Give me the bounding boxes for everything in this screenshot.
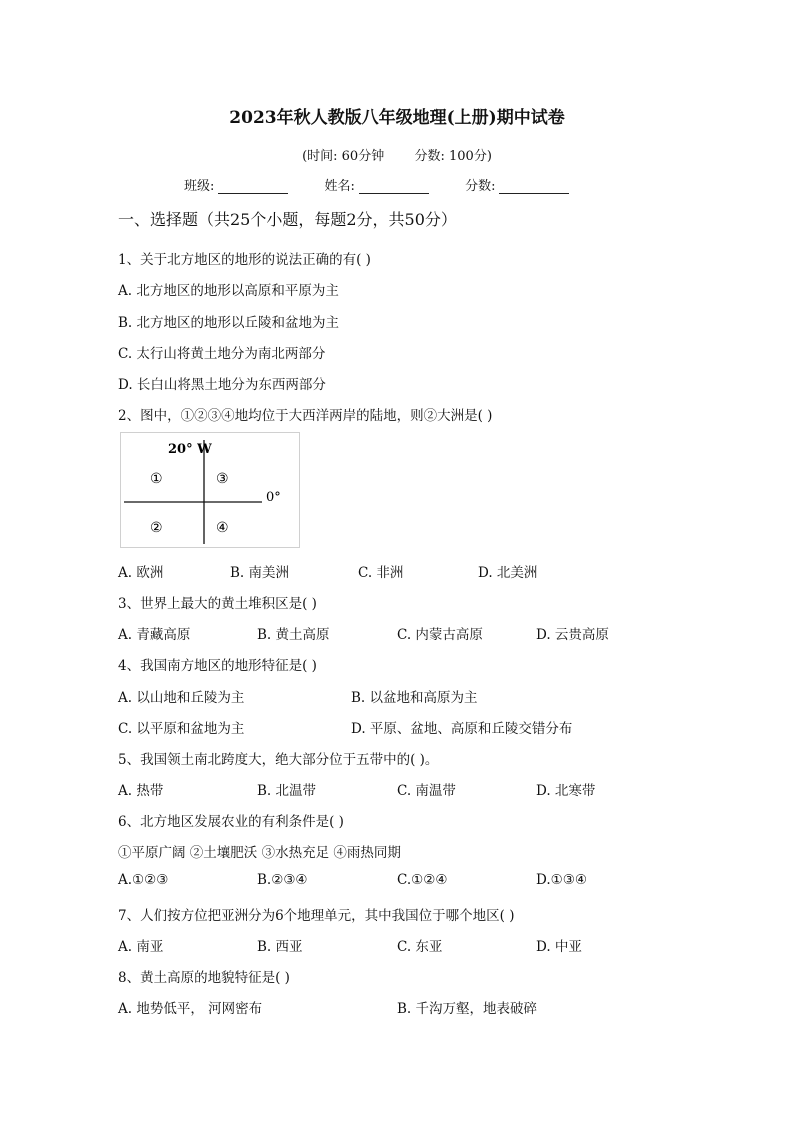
q4-options-row1 (118, 686, 478, 706)
name-blank[interactable] (359, 181, 429, 194)
q5-options (118, 779, 595, 799)
q2-options (118, 561, 537, 581)
q6-option-b: B.②③④ (257, 872, 308, 888)
class-label: 班级: (184, 179, 215, 194)
q7-option-c: C. 东亚 (397, 939, 443, 955)
exam-total-score: 分数: 100分) (414, 149, 492, 164)
q7-options (118, 935, 582, 955)
q4-option-a: A. 以山地和丘陵为主 (118, 690, 245, 706)
lon-label: 20° W (168, 442, 212, 457)
q6-option-c: C.①②④ (397, 872, 448, 888)
section-heading: 一、选择题（共25个小题，每题2分，共50分） (118, 210, 457, 229)
score-label: 分数: (465, 179, 496, 194)
q3-option-d: D. 云贵高原 (536, 627, 609, 643)
q4-stem: 4、我国南方地区的地形特征是( ) (118, 658, 317, 674)
q5-stem: 5、我国领土南北跨度大，绝大部分位于五带中的( )。 (118, 752, 439, 768)
q6-options (118, 872, 587, 888)
q6-items: ①平原广阔 ②土壤肥沃 ③水热充足 ④雨热同期 (118, 845, 401, 861)
q3-option-c: C. 内蒙古高原 (397, 627, 483, 643)
q1-option-c: C. 太行山将黄土地分为南北两部分 (118, 346, 326, 362)
q3-stem: 3、世界上最大的黄土堆积区是( ) (118, 596, 317, 612)
name-field (325, 175, 429, 194)
q4-option-b: B. 以盆地和高原为主 (351, 690, 478, 706)
score-field (465, 175, 569, 194)
q8-stem: 8、黄土高原的地貌特征是( ) (118, 970, 290, 986)
q6-option-d: D.①③④ (536, 872, 587, 888)
q4-options-row2 (118, 717, 572, 737)
class-blank[interactable] (218, 181, 288, 194)
q2-option-c: C. 非洲 (358, 565, 404, 581)
q2-map-figure (120, 432, 300, 548)
score-blank[interactable] (499, 181, 569, 194)
q1-option-b: B. 北方地区的地形以丘陵和盆地为主 (118, 315, 340, 331)
q1-option-a: A. 北方地区的地形以高原和平原为主 (118, 283, 339, 299)
q8-option-b: B. 千沟万壑，地表破碎 (397, 1001, 538, 1017)
region-4-label: ④ (216, 520, 229, 536)
student-info-fields (184, 175, 624, 194)
q6-option-a: A.①②③ (118, 872, 169, 888)
q3-option-a: A. 青藏高原 (118, 627, 191, 643)
lat-label: 0° (266, 490, 281, 505)
q2-option-d: D. 北美洲 (478, 565, 538, 581)
q4-option-d: D. 平原、盆地、高原和丘陵交错分布 (351, 721, 573, 737)
q5-option-d: D. 北寒带 (536, 783, 596, 799)
q8-option-a: A. 地势低平， 河网密布 (118, 1001, 263, 1017)
q5-option-b: B. 北温带 (257, 783, 317, 799)
exam-time: (时间: 60分钟 (302, 149, 385, 164)
region-1-label: ① (150, 471, 163, 487)
q2-option-a: A. 欧洲 (118, 565, 164, 581)
exam-title: 2023年秋人教版八年级地理(上册)期中试卷 (229, 108, 565, 128)
q7-option-d: D. 中亚 (536, 939, 582, 955)
exam-meta (0, 145, 794, 164)
q3-option-b: B. 黄土高原 (257, 627, 330, 643)
q5-option-c: C. 南温带 (397, 783, 456, 799)
q7-stem: 7、人们按方位把亚洲分为6个地理单元，其中我国位于哪个地区( ) (118, 908, 515, 924)
q3-options (118, 623, 609, 643)
q1-stem: 1、关于北方地区的地形的说法正确的有( ) (118, 252, 371, 268)
q2-stem: 2、图中，①②③④地均位于大西洋两岸的陆地，则②大洲是( ) (118, 408, 493, 424)
class-field (184, 175, 288, 194)
q7-option-a: A. 南亚 (118, 939, 164, 955)
q8-options (118, 997, 537, 1017)
q6-stem: 6、北方地区发展农业的有利条件是( ) (118, 814, 344, 830)
q2-option-b: B. 南美洲 (230, 565, 290, 581)
name-label: 姓名: (324, 179, 355, 194)
q5-option-a: A. 热带 (118, 783, 164, 799)
q1-option-d: D. 长白山将黑土地分为东西两部分 (118, 377, 326, 393)
region-2-label: ② (150, 520, 163, 536)
q4-option-c: C. 以平原和盆地为主 (118, 721, 245, 737)
region-3-label: ③ (216, 471, 229, 487)
q7-option-b: B. 西亚 (257, 939, 303, 955)
